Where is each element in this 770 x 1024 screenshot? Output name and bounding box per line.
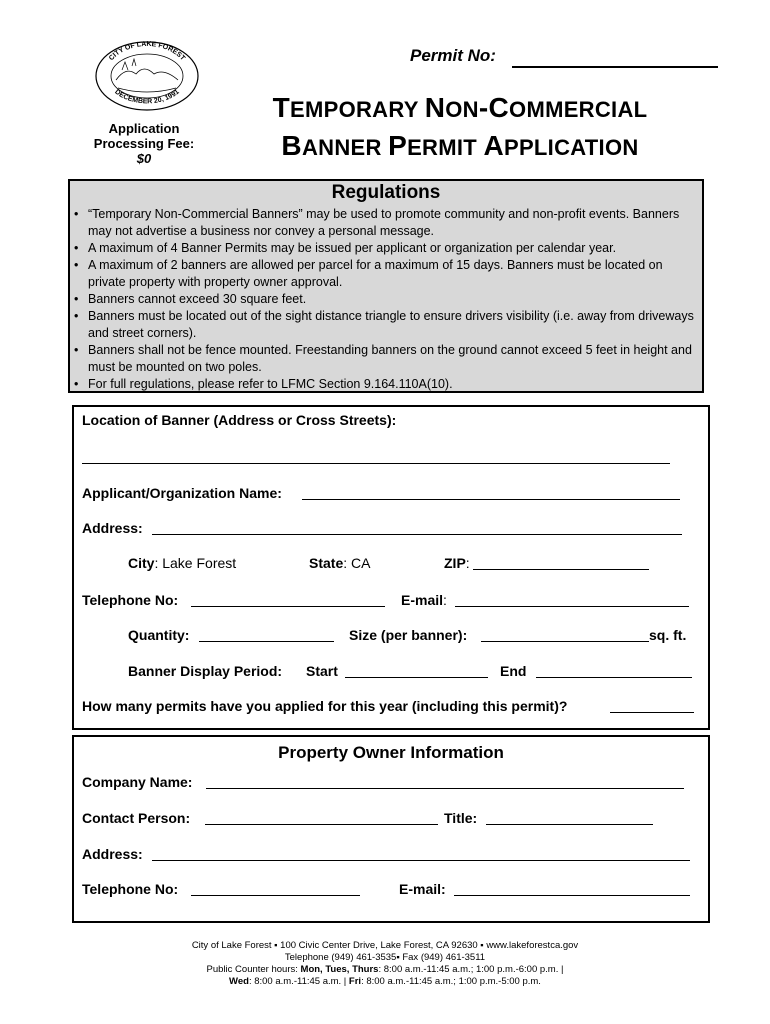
svg-text:DECEMBER 20, 1991	[113, 89, 181, 106]
processing-fee	[84, 121, 204, 166]
company-name-label: Company Name:	[82, 774, 193, 790]
bullet-icon: •	[74, 241, 79, 255]
footer-hours-line2: Wed: 8:00 a.m.-11:45 a.m. | Fri: 8:00 a.m.-11:45 a.m.; 1:00 p.m.-5:00 p.m.	[229, 976, 541, 987]
start-label: Start	[306, 663, 338, 679]
start-date-field[interactable]	[345, 677, 488, 678]
end-label: End	[500, 663, 527, 679]
seal-top-text: CITY OF LAKE FOREST	[107, 40, 187, 63]
seal-bottom-text: DECEMBER 20, 1991	[113, 88, 181, 106]
size-label: Size (per banner):	[349, 627, 468, 643]
zip-label: ZIP:	[444, 555, 470, 571]
applicant-email-label: E-mail:	[401, 592, 447, 608]
fee-label-line1: Application	[108, 121, 180, 136]
regulation-item: • A maximum of 2 banners are allowed per parcel for a maximum of 15 days. Banners must be located on private property with property owner approval.	[74, 258, 663, 289]
bullet-icon: •	[74, 309, 79, 323]
company-name-field[interactable]	[206, 788, 684, 789]
size-unit: sq. ft.	[649, 627, 687, 643]
bullet-icon: •	[74, 292, 79, 306]
regulation-item: • Banners shall not be fence mounted. Freestanding banners on the ground cannot exceed 5 feet in height and must be mounted on two poles.	[74, 343, 692, 374]
bullet-icon: •	[74, 258, 79, 272]
applicant-telephone-label: Telephone No:	[82, 592, 179, 608]
end-date-field[interactable]	[536, 677, 692, 678]
bullet-icon: •	[74, 343, 79, 357]
regulation-item: • A maximum of 4 Banner Permits may be issued per applicant or organization per calendar year.	[74, 241, 617, 255]
owner-email-field[interactable]	[454, 895, 690, 896]
state-value: : CA	[343, 555, 371, 571]
bullet-icon: •	[74, 377, 79, 391]
regulation-item: • “Temporary Non-Commercial Banners” may be used to promote community and non-profit events. Banners may not advertise a business nor convey a personal message.	[74, 207, 680, 238]
owner-address-field[interactable]	[152, 860, 690, 861]
bullet-icon: •	[74, 207, 79, 221]
applicant-address-label: Address:	[82, 520, 143, 536]
title-line1: TEMPORARY NON-COMMERCIAL	[272, 92, 648, 123]
city-label: City: Lake Forest	[128, 555, 237, 571]
footer-hours-line1: Public Counter hours: Mon, Tues, Thurs: 8:00 a.m.-11:45 a.m.; 1:00 p.m.-6:00 p.m. |	[206, 964, 564, 975]
owner-title-field[interactable]	[486, 824, 653, 825]
location-label: Location of Banner (Address or Cross Streets):	[82, 412, 397, 428]
page-title	[230, 90, 690, 166]
applicant-name-field[interactable]	[302, 499, 680, 500]
regulation-item: • Banners cannot exceed 30 square feet.	[74, 292, 307, 306]
contact-person-label: Contact Person:	[82, 810, 191, 826]
owner-address-label: Address:	[82, 846, 143, 862]
regulations-box	[68, 179, 704, 393]
owner-section-title: Property Owner Information	[278, 743, 504, 762]
permits-count-field[interactable]	[610, 712, 694, 713]
applicant-email-field[interactable]	[455, 606, 689, 607]
city-seal	[92, 40, 202, 112]
footer	[0, 940, 770, 988]
regulation-item: • Banners must be located out of the sight distance triangle to ensure drivers visibility (i.e. away from driveways and street corners).	[74, 309, 694, 340]
applicant-telephone-field[interactable]	[191, 606, 385, 607]
zip-field[interactable]	[473, 569, 649, 570]
city-value: : Lake Forest	[154, 555, 237, 571]
regulations-list	[74, 206, 700, 393]
fee-label-line2: Processing Fee:	[93, 136, 195, 151]
contact-person-field[interactable]	[205, 824, 438, 825]
footer-address: City of Lake Forest ▪ 100 Civic Center Drive, Lake Forest, CA 92630 ▪ www.lakeforestca.gov	[191, 940, 579, 951]
permit-no-label: Permit No:	[410, 46, 496, 65]
owner-telephone-label: Telephone No:	[82, 881, 179, 897]
title-line2: BANNER PERMIT APPLICATION	[281, 130, 639, 161]
size-field[interactable]	[481, 641, 649, 642]
owner-telephone-field[interactable]	[191, 895, 360, 896]
display-period-label: Banner Display Period:	[128, 663, 283, 679]
applicant-address-field[interactable]	[152, 534, 682, 535]
regulation-item: • For full regulations, please refer to LFMC Section 9.164.110A(10).	[74, 377, 453, 391]
owner-email-label: E-mail:	[399, 881, 446, 897]
footer-phone: Telephone (949) 461-3535▪ Fax (949) 461-3511	[284, 952, 486, 963]
quantity-label: Quantity:	[128, 627, 190, 643]
state-label: State: CA	[309, 555, 371, 571]
owner-title-label: Title:	[444, 810, 478, 826]
regulations-title: Regulations	[331, 182, 441, 203]
permits-question: How many permits have you applied for this year (including this permit)?	[82, 698, 568, 714]
quantity-field[interactable]	[199, 641, 334, 642]
svg-text:CITY OF LAKE FOREST	[108, 41, 187, 63]
location-field[interactable]	[82, 463, 670, 464]
fee-amount: $0	[136, 151, 152, 166]
permit-no-field[interactable]	[512, 66, 718, 68]
applicant-name-label: Applicant/Organization Name:	[82, 485, 282, 501]
